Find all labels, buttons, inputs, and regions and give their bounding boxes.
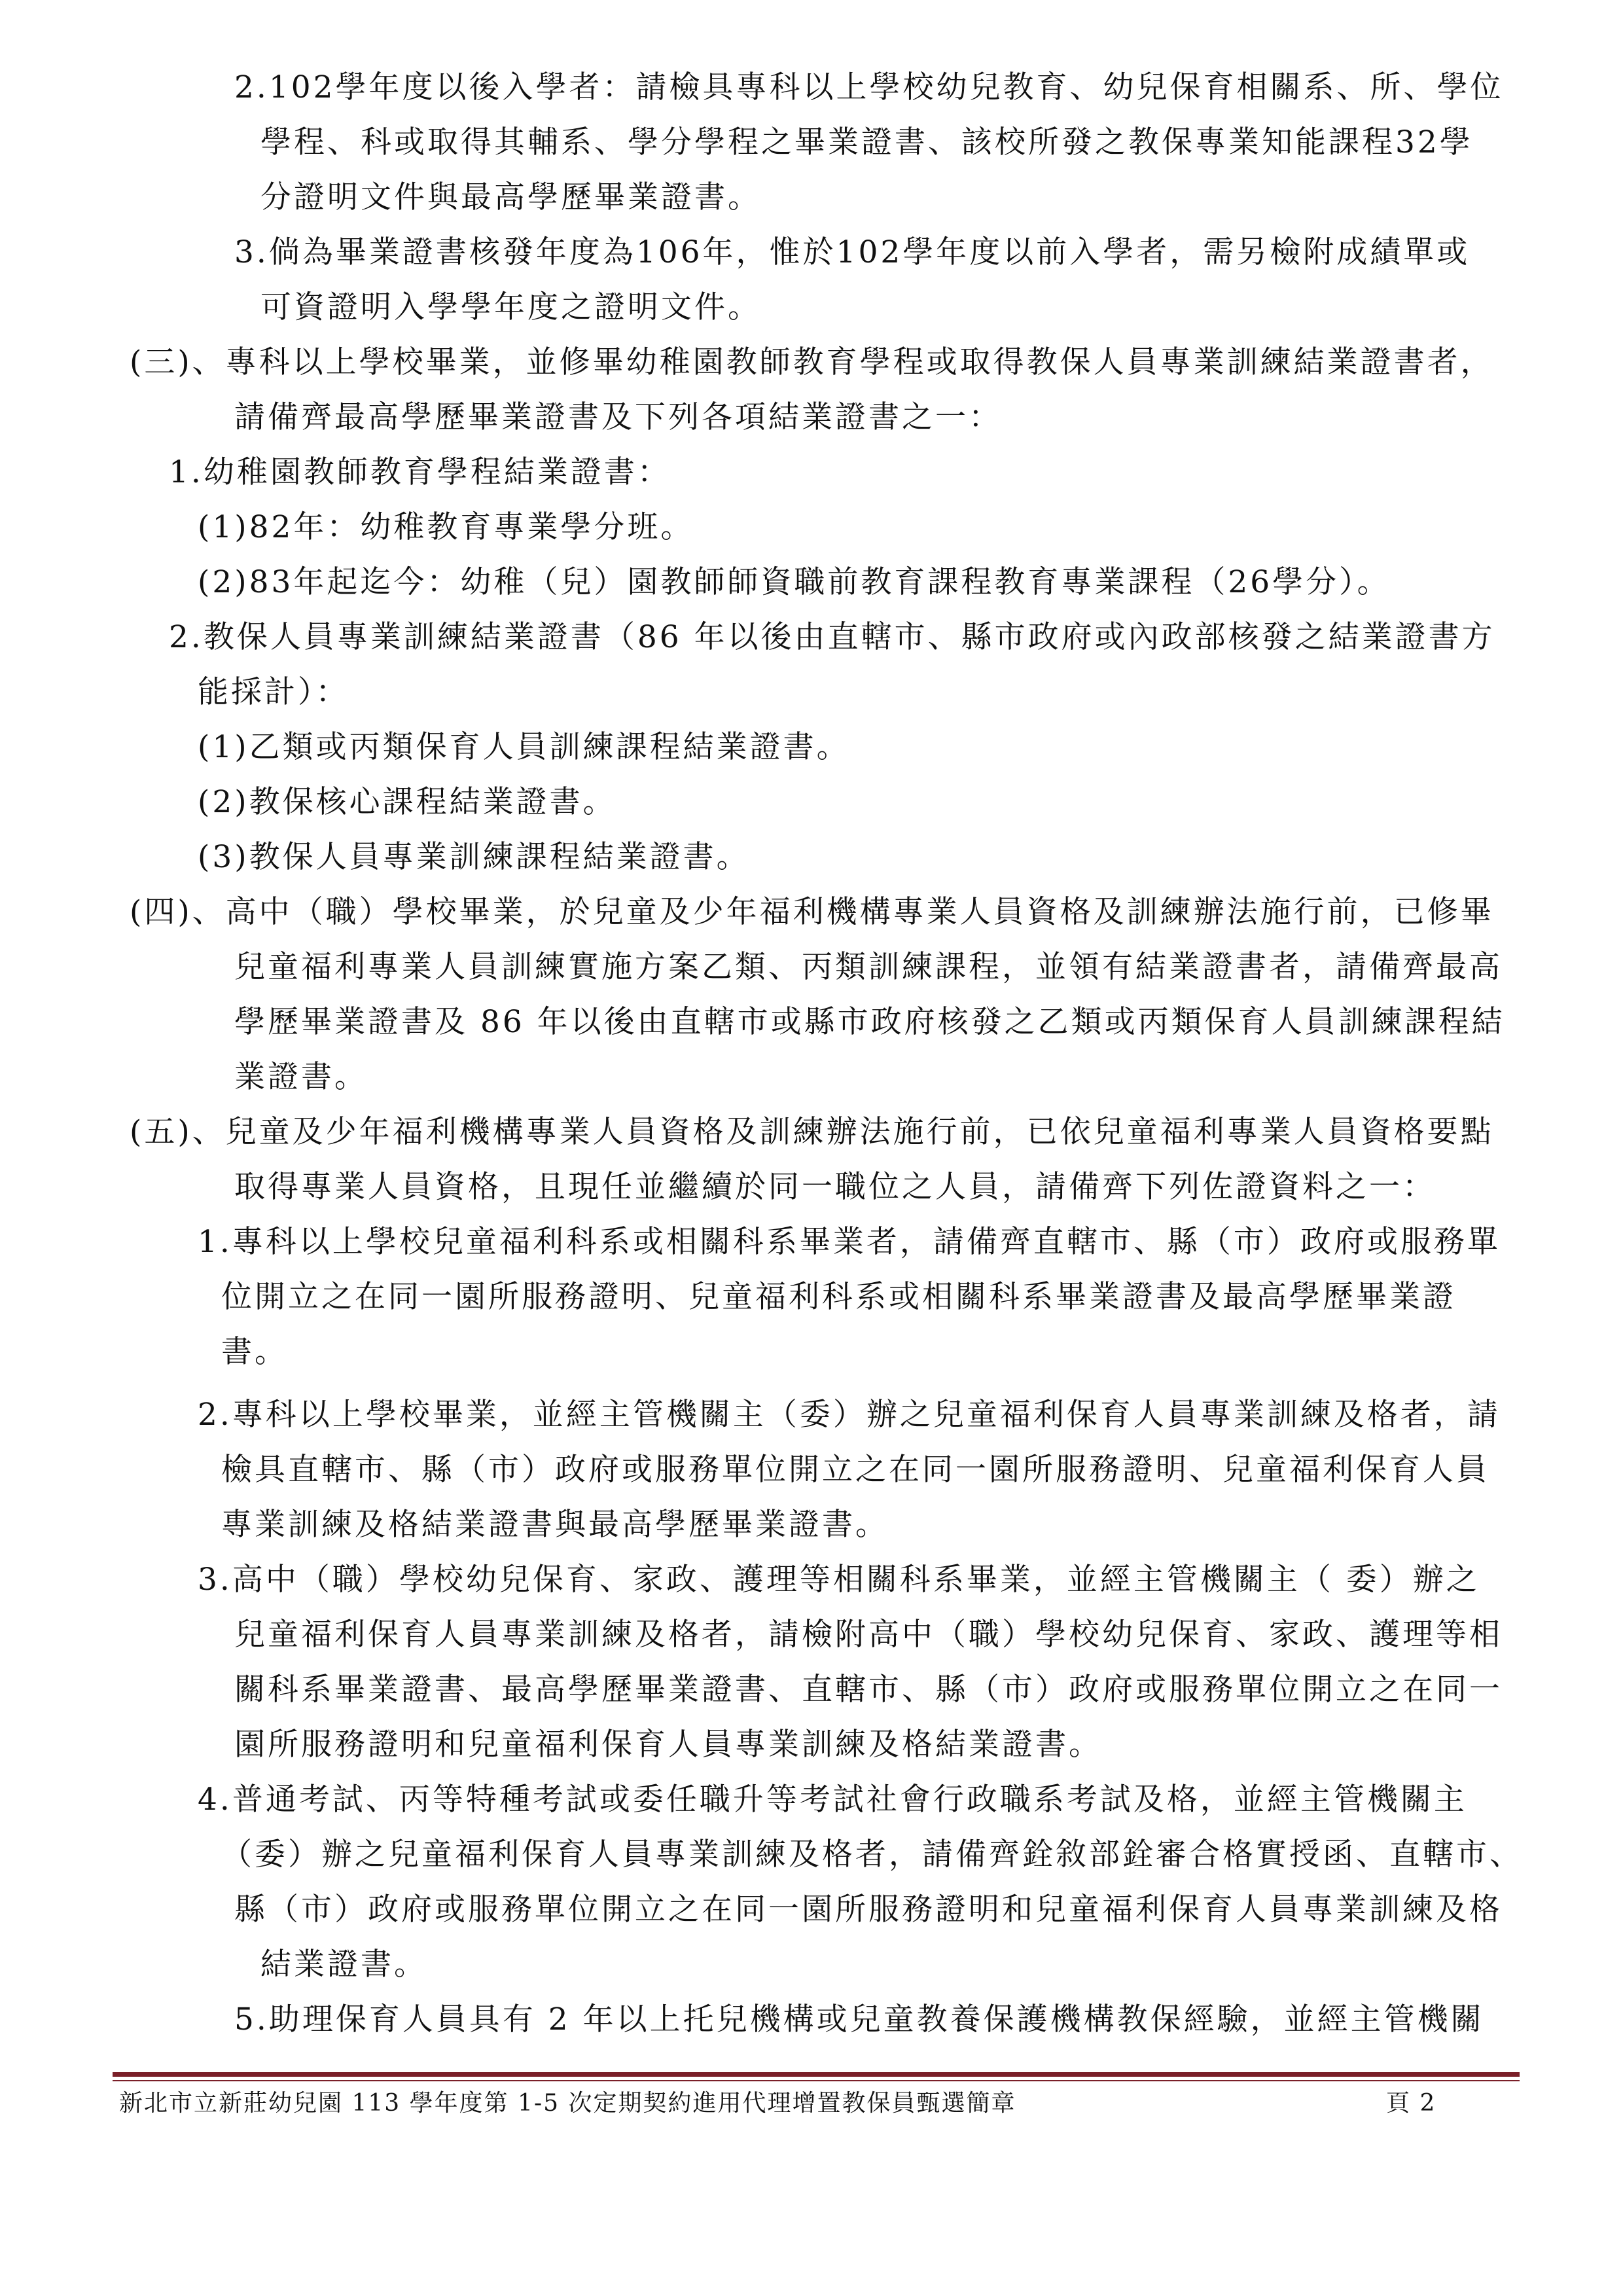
text-line: 1.專科以上學校兒童福利科系或相關科系畢業者，請備齊直轄市、縣（市）政府或服務單: [198, 1224, 1501, 1260]
section-heading-4: (四)、高中（職）學校畢業，於兒童及少年福利機構專業人員資格及訓練辦法施行前，已修畢: [130, 894, 1494, 930]
text-line: 檢具直轄市、縣（市）政府或服務單位開立之在同一園所服務證明、兒童福利保育人員: [221, 1452, 1489, 1488]
section-heading-5: (五)、兒童及少年福利機構專業人員資格及訓練辦法施行前，已依兒童福利專業人員資格要點: [130, 1114, 1494, 1150]
text-line: 5.助理保育人員具有 2 年以上托兒機構或兒童教養保護機構教保經驗，並經主管機關: [234, 2001, 1484, 2037]
text-line: 書。: [221, 1334, 288, 1370]
page-number: 頁 2: [1386, 2090, 1436, 2117]
text-line: 學程、科或取得其輔系、學分學程之畢業證書、該校所發之教保專業知能課程32學: [260, 124, 1473, 160]
footer-divider-thin: [113, 2080, 1520, 2081]
text-line: 3.倘為畢業證書核發年度為106年，惟於102學年度以前入學者，需另檢附成績單或: [234, 234, 1471, 270]
text-line: 1.幼稚園教師教育學程結業證書：: [169, 454, 671, 490]
text-line: 能採計）：: [198, 674, 349, 710]
text-line: (1)乙類或丙類保育人員訓練課程結業證書。: [198, 729, 850, 765]
text-line: 分證明文件與最高學歷畢業證書。: [260, 179, 761, 215]
text-line: 3.高中（職）學校幼兒保育、家政、護理等相關科系畢業，並經主管機關主（ 委）辦之: [198, 1562, 1480, 1598]
text-line: （委）辦之兒童福利保育人員專業訓練及格者，請備齊銓敘部銓審合格實授函、直轄市、: [221, 1837, 1523, 1873]
text-line: (2)教保核心課程結業證書。: [198, 784, 616, 820]
section-heading-3: (三)、專科以上學校畢業，並修畢幼稚園教師教育學程或取得教保人員專業訓練結業證書者，: [130, 344, 1494, 380]
text-line: 兒童福利保育人員專業訓練及格者，請檢附高中（職）學校幼兒保育、家政、護理等相: [234, 1617, 1503, 1653]
text-line: 位開立之在同一園所服務證明、兒童福利科系或相關科系畢業證書及最高學歷畢業證: [221, 1279, 1456, 1315]
text-line: 請備齊最高學歷畢業證書及下列各項結業證書之一：: [234, 399, 1002, 435]
text-line: 取得專業人員資格，且現任並繼續於同一職位之人員，請備齊下列佐證資料之一：: [234, 1169, 1436, 1205]
text-line: 園所服務證明和兒童福利保育人員專業訓練及格結業證書。: [234, 1727, 1102, 1763]
text-line: (3)教保人員專業訓練課程結業證書。: [198, 839, 750, 875]
text-line: 2.教保人員專業訓練結業證書（86 年以後由直轄市、縣市政府或內政部核發之結業證書方: [169, 619, 1495, 655]
text-line: 兒童福利專業人員訓練實施方案乙類、丙類訓練課程，並領有結業證書者，請備齊最高: [234, 949, 1503, 985]
text-line: (2)83年起迄今：幼稚（兒）園教師師資職前教育課程教育專業課程（26學分）。: [198, 564, 1391, 600]
text-line: 4.普通考試、丙等特種考試或委任職升等考試社會行政職系考試及格，並經主管機關主: [198, 1782, 1467, 1818]
text-line: 學歷畢業證書及 86 年以後由直轄市或縣市政府核發之乙類或丙類保育人員訓練課程結: [234, 1004, 1505, 1040]
text-line: 關科系畢業證書、最高學歷畢業證書、直轄市、縣（市）政府或服務單位開立之在同一: [234, 1672, 1503, 1708]
footer-divider: [113, 2072, 1520, 2077]
text-line: 2.專科以上學校畢業，並經主管機關主（委）辦之兒童福利保育人員專業訓練及格者，請: [198, 1397, 1501, 1433]
text-line: 業證書。: [234, 1059, 368, 1095]
text-line: 可資證明入學學年度之證明文件。: [260, 289, 761, 325]
footer-title: 新北市立新莊幼兒園 113 學年度第 1-5 次定期契約進用代理增置教保員甄選簡章: [119, 2090, 1016, 2117]
text-line: 專業訓練及格結業證書與最高學歷畢業證書。: [221, 1507, 889, 1543]
text-line: 結業證書。: [260, 1946, 427, 1982]
text-line: 縣（市）政府或服務單位開立之在同一園所服務證明和兒童福利保育人員專業訓練及格: [234, 1892, 1503, 1928]
text-line: 2.102學年度以後入學者：請檢具專科以上學校幼兒教育、幼兒保育相關系、所、學位: [234, 69, 1504, 105]
text-line: (1)82年：幼稚教育專業學分班。: [198, 509, 694, 545]
